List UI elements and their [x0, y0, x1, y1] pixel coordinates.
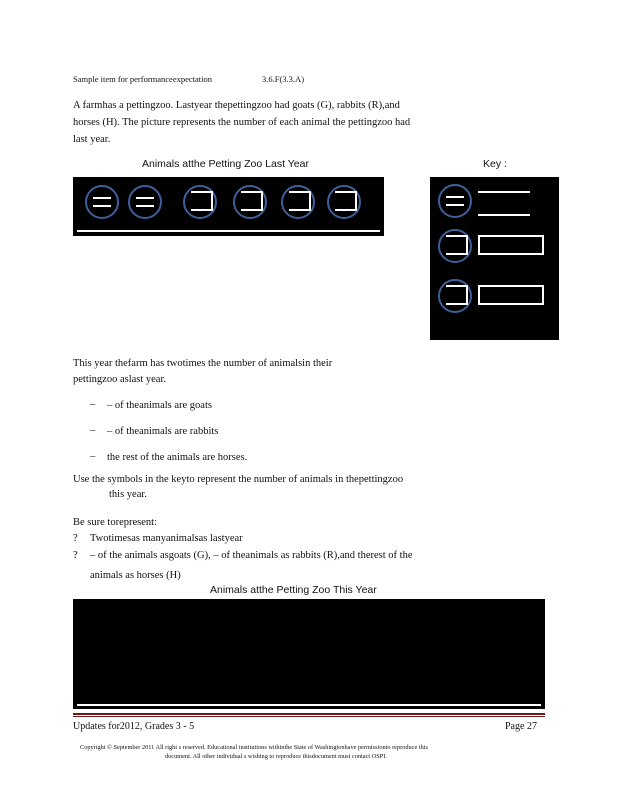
key-horse-bar	[478, 285, 544, 305]
picture-baseline	[77, 230, 380, 232]
footer-rule-thin	[73, 716, 545, 717]
list-dash: –	[90, 451, 96, 462]
be-sure-bullet-2-line-1: – of the animals asgoats (G), – of theanimals as rabbits (R),and therest of the	[90, 550, 413, 561]
be-sure-bullet-1: Twotimesas manyanimalsas lastyear	[90, 533, 243, 544]
instruction-line-2: this year.	[109, 489, 147, 500]
key-goat-bar	[478, 214, 530, 216]
key-rabbit-symbol-icon	[438, 229, 472, 263]
rabbit-symbol-icon	[183, 185, 217, 219]
key-rabbit-bar	[478, 235, 544, 255]
be-sure-bullet-2-line-2: animals as horses (H)	[90, 570, 181, 581]
rabbit-symbol-icon	[233, 185, 267, 219]
picture-baseline	[77, 704, 541, 706]
key-horse-symbol-icon	[438, 279, 472, 313]
key-label: Key :	[483, 158, 507, 170]
horse-symbol-icon	[327, 185, 361, 219]
last-year-picture	[73, 177, 384, 236]
figure-2-title: Animals atthe Petting Zoo This Year	[210, 584, 377, 596]
key-box	[430, 177, 559, 340]
list-item-horses: the rest of the animals are horses.	[107, 452, 248, 463]
be-sure-title: Be sure torepresent:	[73, 517, 157, 528]
list-dash: –	[90, 425, 96, 436]
horse-symbol-icon	[281, 185, 315, 219]
intro-line-3: last year.	[73, 134, 111, 145]
instruction-line-1: Use the symbols in the keyto represent the number of animals in thepettingzoo	[73, 474, 404, 485]
bullet-marker: ?	[73, 533, 78, 544]
figure-1-title: Animals atthe Petting Zoo Last Year	[142, 158, 309, 170]
sample-item-label: Sample item for performanceexpectation	[73, 74, 213, 84]
goat-symbol-icon	[128, 185, 162, 219]
page-number: Page 27	[505, 721, 537, 732]
this-year-line-2: pettingzoo aslast year.	[73, 374, 167, 385]
key-goat-bar	[478, 191, 530, 193]
intro-line-2: horses (H). The picture represents the number of each animal the pettingzoo had	[73, 117, 411, 128]
list-item-goats: – of theanimals are goats	[107, 400, 212, 411]
bullet-marker: ?	[73, 550, 78, 561]
footer-rule	[73, 713, 545, 715]
copyright-line-1: Copyright © September 2011 All right s reserved. Educational institutions withinthe State of Washingtonhave permissionto reproduce this	[80, 744, 428, 751]
footer-updates: Updates for2012, Grades 3 - 5	[73, 721, 195, 732]
this-year-picture-area[interactable]	[73, 599, 545, 709]
expectation-code: 3.6.F(3.3.A)	[262, 74, 305, 84]
list-item-rabbits: – of theanimals are rabbits	[107, 426, 219, 437]
this-year-line-1: This year thefarm has twotimes the number of animalsin their	[73, 358, 333, 369]
key-goat-symbol-icon	[438, 184, 472, 218]
intro-line-1: A farmhas a pettingzoo. Lastyear thepettingzoo had goats (G), rabbits (R),and	[73, 100, 400, 111]
copyright-line-2: document. All other individual s wishing to reproduce thisdocument must contact OSPI.	[165, 753, 387, 760]
list-dash: –	[90, 399, 96, 410]
goat-symbol-icon	[85, 185, 119, 219]
